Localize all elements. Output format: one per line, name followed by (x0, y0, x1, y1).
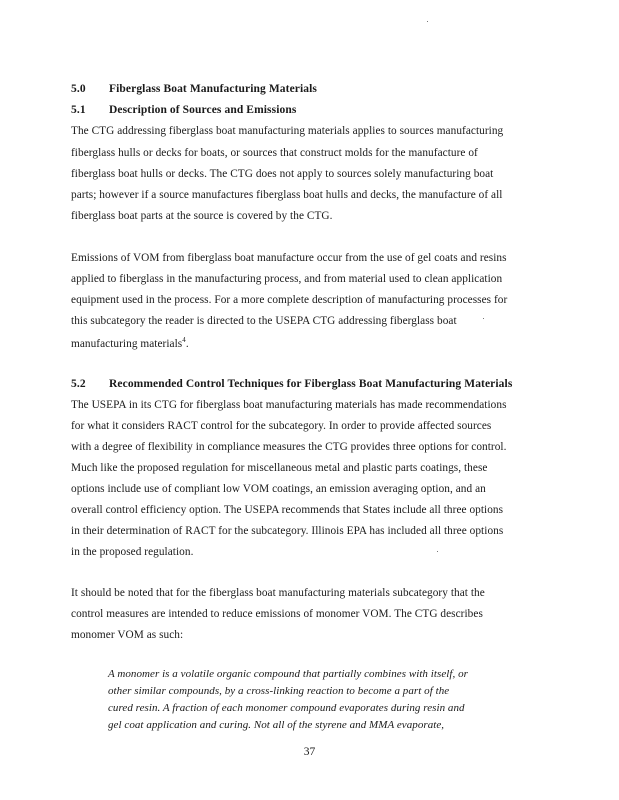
section-title: Recommended Control Techniques for Fiberglass Boat Manufacturing Materials (109, 378, 513, 390)
section-number: 5.1 (71, 104, 86, 116)
text-line: equipment used in the process. For a more complete description of manufacturing processes for (71, 294, 508, 306)
text-line: Emissions of VOM from fiberglass boat manufacture occur from the use of gel coats and resins (71, 252, 507, 264)
section-number: 5.0 (71, 83, 86, 95)
text-line: It should be noted that for the fiberglass boat manufacturing materials subcategory that the (71, 587, 485, 599)
quote-line: A monomer is a volatile organic compound that partially combines with itself, or (108, 668, 468, 680)
text-line: options include use of compliant low VOM coatings, an emission averaging option, and an (71, 483, 486, 495)
text-line: overall control efficiency option. The USEPA recommends that States include all three options (71, 504, 504, 516)
section-heading-5-0 (71, 83, 317, 95)
text-line: Much like the proposed regulation for miscellaneous metal and plastic parts coatings, these (71, 462, 488, 474)
text-line: parts; however if a source manufactures fiberglass boat hulls and decks, the manufacture of all (71, 189, 503, 201)
scan-speck (427, 21, 428, 22)
section-title: Description of Sources and Emissions (109, 104, 297, 116)
text-span: manufacturing materials (71, 337, 183, 350)
text-line: The CTG addressing fiberglass boat manufacturing materials applies to sources manufacturing (71, 125, 504, 137)
text-line: fiberglass hulls or decks for boats, or sources that construct molds for the manufacture of (71, 147, 478, 159)
scan-speck (483, 318, 484, 319)
scan-speck (437, 551, 438, 552)
section-heading-5-1 (71, 104, 296, 116)
text-line: for what it considers RACT control for the subcategory. In order to provide affected sources (71, 420, 492, 432)
text-line: with a degree of flexibility in compliance measures the CTG provides three options for control. (71, 441, 507, 453)
text-line: The USEPA in its CTG for fiberglass boat manufacturing materials has made recommendations (71, 399, 507, 411)
text-line: fiberglass boat hulls or decks. The CTG does not apply to sources solely manufacturing boat (71, 168, 494, 180)
text-line: in the proposed regulation. (71, 546, 194, 558)
section-number: 5.2 (71, 378, 86, 390)
section-heading-5-2 (71, 378, 512, 390)
quote-line: gel coat application and curing. Not all of the styrene and MMA evaporate, (108, 719, 445, 731)
quote-line: other similar compounds, by a cross-linking reaction to become a part of the (108, 685, 450, 697)
text-line: in their determination of RACT for the subcategory. Illinois EPA has included all three options (71, 525, 504, 537)
text-line: applied to fiberglass in the manufacturing process, and from material used to clean application (71, 273, 503, 285)
quote-line: cured resin. A fraction of each monomer compound evaporates during resin and (108, 702, 465, 714)
text-line: monomer VOM as such: (71, 629, 184, 641)
footnote-reference: 4 (182, 336, 186, 344)
section-title: Fiberglass Boat Manufacturing Materials (109, 83, 318, 95)
text-line: control measures are intended to reduce emissions of monomer VOM. The CTG describes (71, 608, 483, 620)
text-line: manufacturing materials$^4$. (71, 336, 189, 350)
text-line: this subcategory the reader is directed to the USEPA CTG addressing fiberglass boat (71, 315, 457, 327)
text-line: fiberglass boat parts at the source is covered by the CTG. (71, 210, 333, 222)
page-number: 37 (303, 746, 316, 758)
